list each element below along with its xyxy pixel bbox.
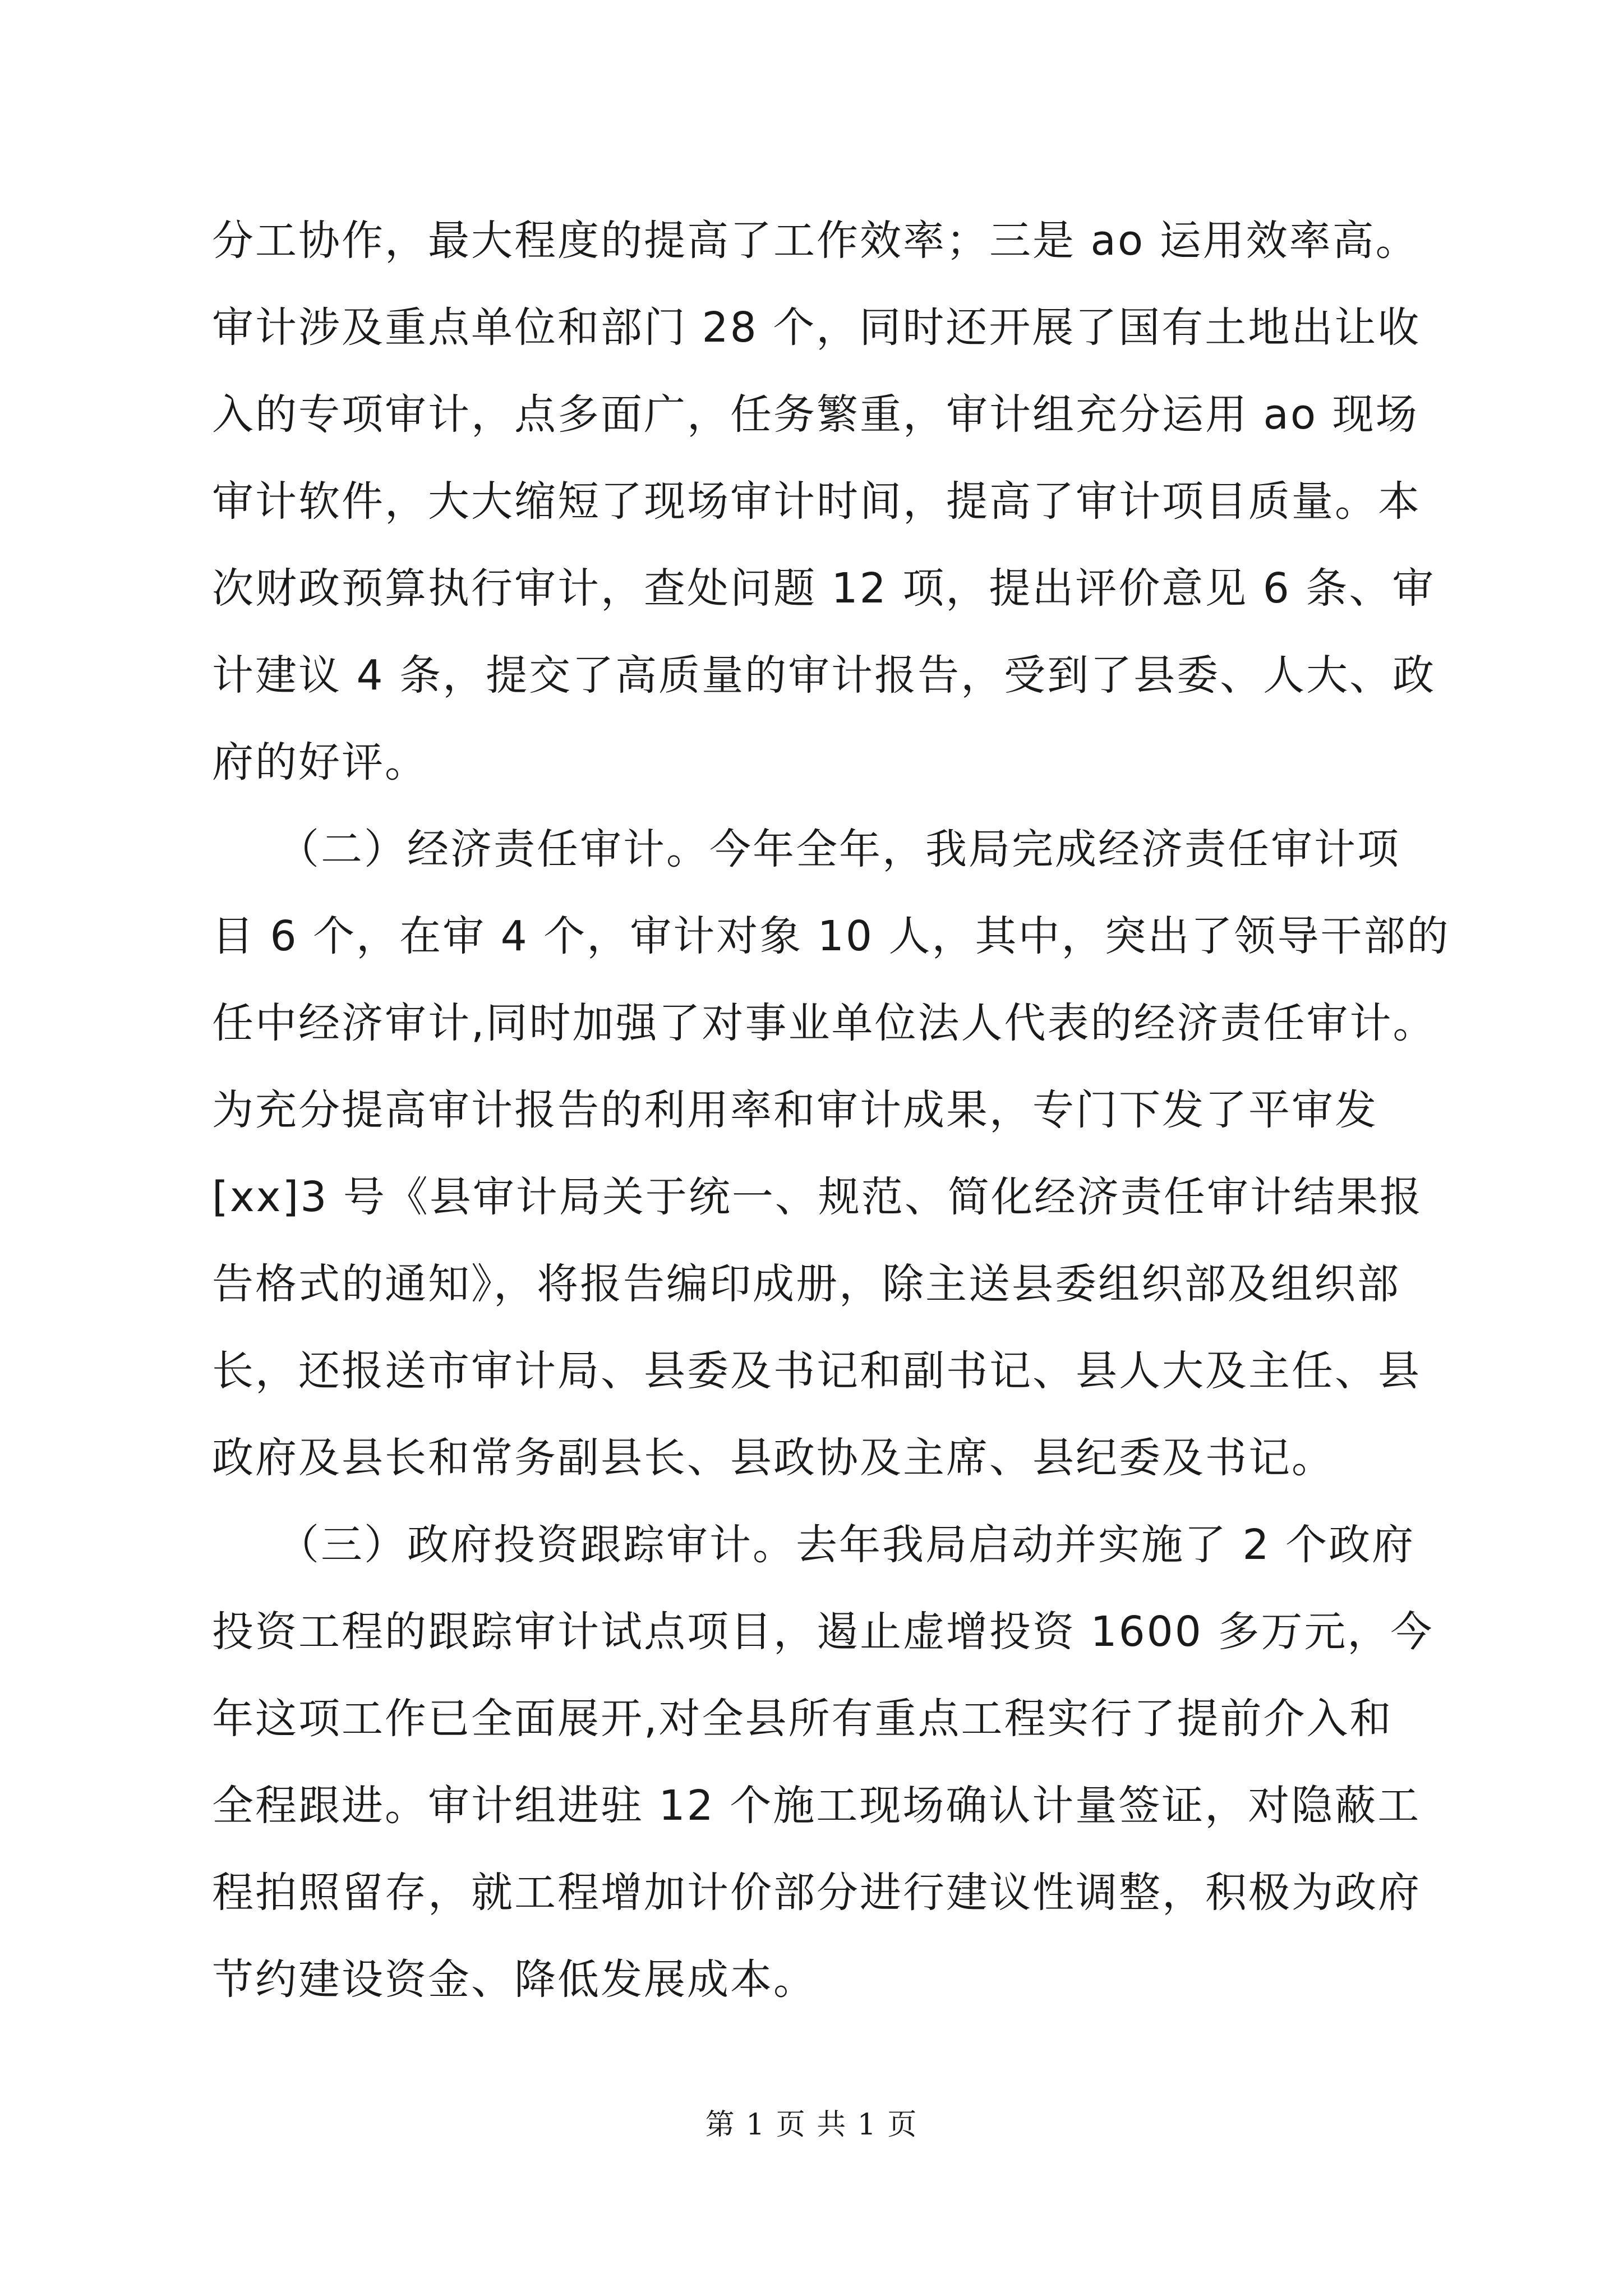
text-line: 分工协作，最大程度的提高了工作效率；三是 ao 运用效率高。: [212, 217, 1419, 265]
text-line: 为充分提高审计报告的利用率和审计成果，专门下发了平审发: [212, 1086, 1378, 1134]
text-line: 计建议 4 条，提交了高质量的审计报告，受到了县委、人大、政: [212, 651, 1436, 700]
text-line: [xx]3 号《县审计局关于统一、规范、简化经济责任审计结果报: [212, 1173, 1423, 1221]
text-line: 长，还报送市审计局、县委及书记和副书记、县人大及主任、县: [212, 1347, 1421, 1395]
text-line: 政府及县长和常务副县长、县政协及主席、县纪委及书记。: [212, 1434, 1335, 1482]
text-line: （三）政府投资跟踪审计。去年我局启动并实施了 2 个政府: [212, 1521, 1415, 1569]
document-body: [212, 197, 1450, 2023]
text-line: 全程跟进。审计组进驻 12 个施工现场确认计量签证，对隐蔽工: [212, 1782, 1421, 1830]
text-line: 任中经济审计,同时加强了对事业单位法人代表的经济责任审计。: [212, 999, 1436, 1047]
text-line: 审计软件，大大缩短了现场审计时间，提高了审计项目质量。本: [212, 477, 1421, 526]
text-line: （二）经济责任审计。今年全年，我局完成经济责任审计项: [212, 825, 1400, 873]
text-line: 入的专项审计，点多面广，任务繁重，审计组充分运用 ao 现场: [212, 390, 1419, 439]
text-line: 告格式的通知》，将报告编印成册，除主送县委组织部及组织部: [212, 1260, 1400, 1308]
text-line: 府的好评。: [212, 738, 428, 786]
text-line: 次财政预算执行审计，查处问题 12 项，提出评价意见 6 条、审: [212, 564, 1436, 613]
text-line: 投资工程的跟踪审计试点项目，遏止虚增投资 1600 多万元，今: [212, 1608, 1434, 1656]
text-line: 年这项工作已全面展开,对全县所有重点工程实行了提前介入和: [212, 1695, 1393, 1743]
text-line: 节约建设资金、降低发展成本。: [212, 1955, 817, 2004]
text-line: 程拍照留存，就工程增加计价部分进行建议性调整，积极为政府: [212, 1869, 1421, 1917]
text-line: 目 6 个，在审 4 个，审计对象 10 人，其中，突出了领导干部的: [212, 912, 1450, 960]
page-footer: 第 1 页 共 1 页: [705, 2108, 918, 2142]
text-line: 审计涉及重点单位和部门 28 个，同时还开展了国有土地出让收: [212, 303, 1421, 352]
